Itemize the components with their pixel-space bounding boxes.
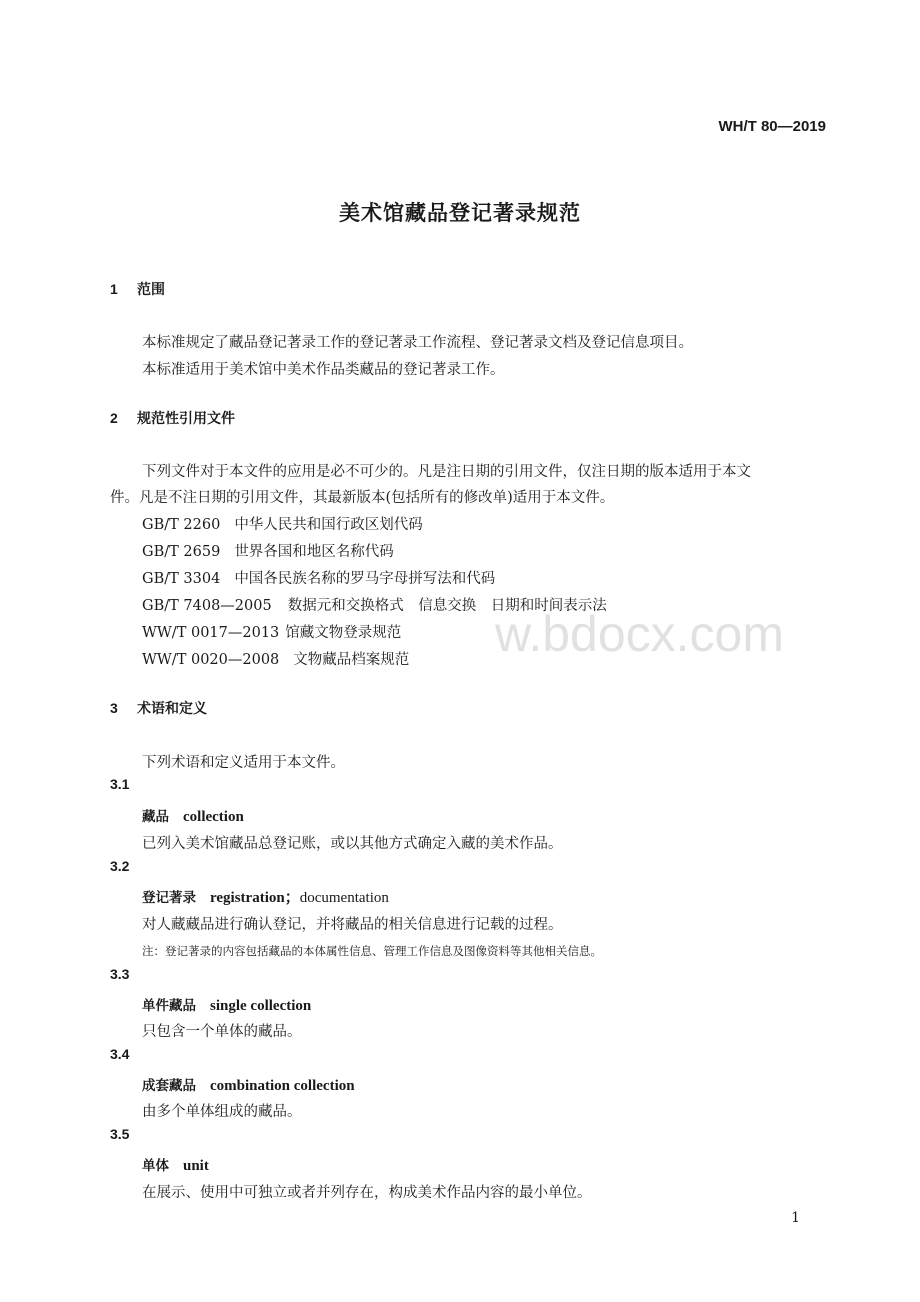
- reference-item: [142, 621, 401, 642]
- term-definition: 已列入美术馆藏品总登记账，或以其他方式确定入藏的美术作品。: [142, 836, 563, 852]
- term-number: 3.4: [110, 1046, 130, 1062]
- reference-name: 馆藏文物登录规范: [285, 625, 402, 641]
- reference-code: GB/T 2260: [142, 517, 221, 533]
- section-number: 2: [110, 410, 118, 426]
- term-en: unit: [183, 1158, 209, 1174]
- reference-item: [142, 567, 495, 588]
- reference-code: GB/T 3304: [142, 571, 221, 587]
- term-en: registration；: [210, 890, 300, 906]
- term-heading: [142, 1074, 355, 1095]
- section-number: 3: [110, 700, 118, 716]
- watermark-url: w.bdocx.com: [495, 606, 785, 662]
- reference-name: 文物藏品档案规范: [293, 652, 410, 668]
- reference-code: WW/T 0017—2013: [142, 625, 280, 641]
- term-zh: 成套藏品: [142, 1078, 196, 1094]
- term-zh: 藏品: [142, 809, 169, 825]
- term-heading: [142, 1154, 209, 1175]
- reference-code: GB/T 7408—2005: [142, 598, 272, 614]
- reference-name: 世界各国和地区名称代码: [234, 544, 394, 560]
- section-title: 术语和定义: [137, 701, 207, 717]
- reference-item: [142, 513, 423, 534]
- refs-intro-line-2: 件。凡是不注日期的引用文件，其最新版本(包括所有的修改单)适用于本文件。: [110, 490, 615, 506]
- refs-intro-line-1: 下列文件对于本文件的应用是必不可少的。凡是注日期的引用文件，仅注日期的版本适用于本文: [142, 464, 751, 480]
- term-definition: 对人藏藏品进行确认登记，并将藏品的相关信息进行记载的过程。: [142, 917, 563, 933]
- term-number: 3.5: [110, 1126, 130, 1142]
- term-note: 注：登记著录的内容包括藏品的本体属性信息、管理工作信息及图像资料等其他相关信息。: [142, 944, 602, 958]
- reference-code: WW/T 0020—2008: [142, 652, 280, 668]
- term-heading: [142, 805, 244, 826]
- term-number: 3.1: [110, 776, 130, 792]
- term-heading: [142, 994, 311, 1015]
- section-title: 规范性引用文件: [137, 411, 235, 427]
- term-en: collection: [183, 809, 244, 825]
- reference-item: [142, 540, 394, 561]
- scope-paragraph-2: 本标准适用于美术馆中美术作品类藏品的登记著录工作。: [142, 362, 505, 378]
- reference-code: GB/T 2659: [142, 544, 221, 560]
- term-en: single collection: [210, 998, 312, 1014]
- reference-name: 中华人民共和国行政区划代码: [234, 517, 423, 533]
- term-zh: 登记著录: [142, 890, 196, 906]
- reference-name: 中国各民族名称的罗马字母拼写法和代码: [234, 571, 496, 587]
- document-title: 美术馆藏品登记著录规范: [339, 201, 581, 225]
- scope-paragraph-1: 本标准规定了藏品登记著录工作的登记著录工作流程、登记著录文档及登记信息项目。: [142, 335, 693, 351]
- section-heading-normative-references: [110, 408, 235, 428]
- section-number: 1: [110, 281, 118, 297]
- term-zh: 单件藏品: [142, 998, 196, 1014]
- section-heading-scope: [110, 279, 165, 299]
- term-en: combination collection: [210, 1078, 355, 1094]
- terms-intro: 下列术语和定义适用于本文件。: [142, 755, 345, 771]
- section-title: 范围: [137, 282, 165, 298]
- term-en-alt: documentation: [299, 890, 389, 906]
- term-number: 3.3: [110, 966, 130, 982]
- term-zh: 单体: [142, 1158, 169, 1174]
- reference-item: [142, 648, 409, 669]
- term-definition: 在展示、使用中可独立或者并列存在，构成美术作品内容的最小单位。: [142, 1185, 592, 1201]
- term-definition: 由多个单体组成的藏品。: [142, 1104, 302, 1120]
- term-number: 3.2: [110, 858, 130, 874]
- term-heading: [142, 886, 389, 907]
- term-definition: 只包含一个单体的藏品。: [142, 1024, 302, 1040]
- page-number: 1: [791, 1210, 800, 1226]
- section-heading-terms-definitions: [110, 698, 207, 718]
- reference-name: 数据元和交换格式 信息交换 日期和时间表示法: [287, 598, 607, 614]
- standard-code: WH/T 80—2019: [718, 118, 826, 135]
